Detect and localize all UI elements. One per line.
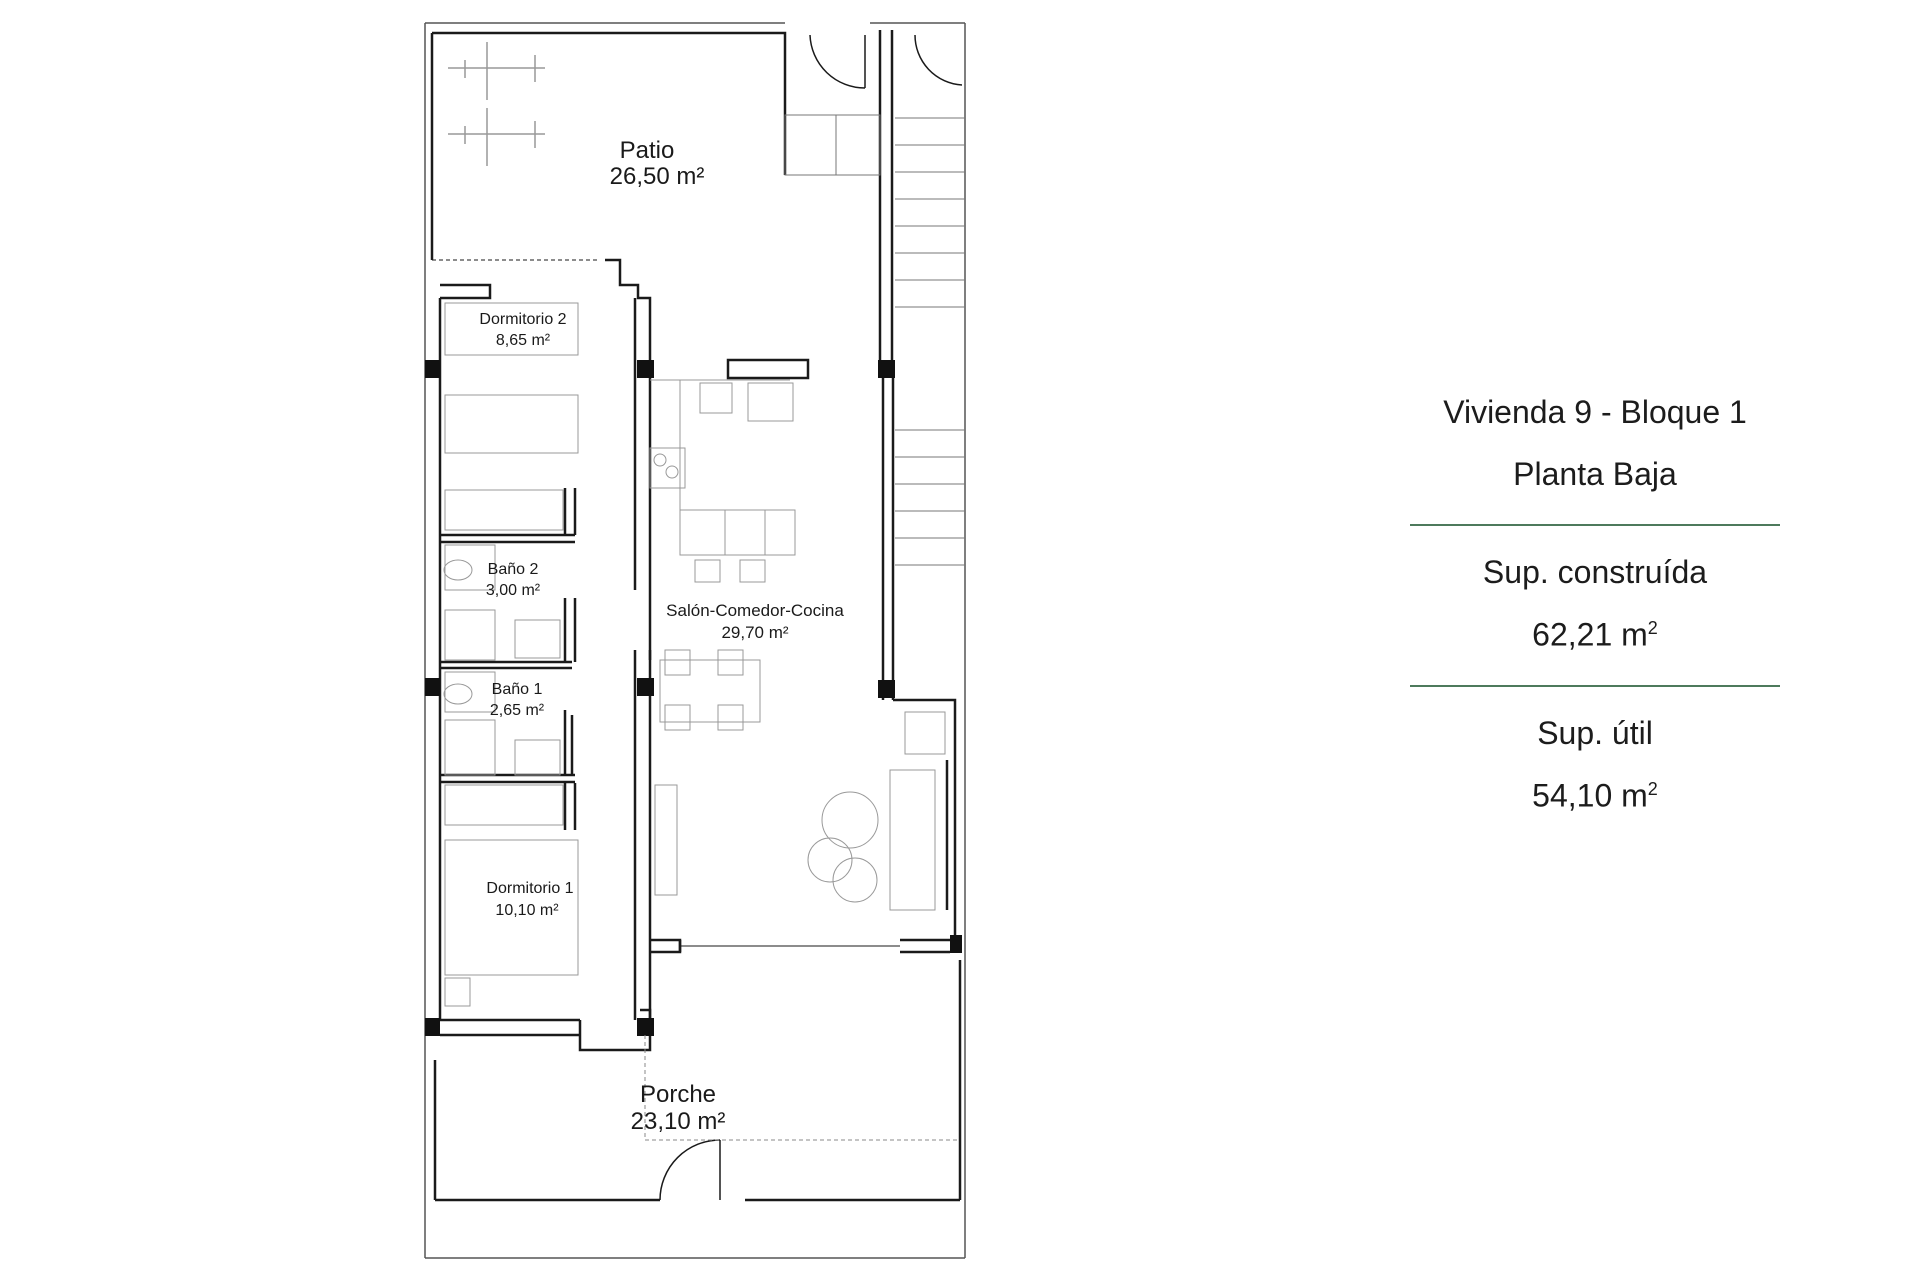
interior-walls [435,260,960,1200]
room-name-dormitorio-2: Dormitorio 2 [479,311,567,328]
porche-door-arc [660,1140,720,1200]
room-name-porche: Porche [639,1081,717,1108]
room-area-porche: 23,10 m² [630,1108,726,1135]
useful-area-label: Sup. útil [1537,714,1653,751]
bicycle-icon [448,42,545,166]
built-area-label: Sup. construída [1482,554,1708,590]
useful-area-number: 54,10 m [1532,777,1648,814]
structural-columns [425,360,962,1036]
room-area-patio: 26,50 m² [609,163,705,190]
room-name-bano-2: Baño 2 [487,561,539,578]
room-area-bano-1: 2,65 m² [489,702,545,719]
patio-door-arc [810,35,865,88]
room-name-dormitorio-1: Dormitorio 1 [486,880,574,897]
room-name-patio: Patio [619,137,675,164]
floor-subtitle: Planta Baja [1513,456,1677,492]
room-name-bano-1: Baño 1 [491,681,543,698]
room-area-salon: 29,70 m² [721,623,789,642]
useful-area-exponent: 2 [1647,778,1658,799]
built-area-exponent: 2 [1647,618,1658,638]
room-name-salon: Salón-Comedor-Cocina [666,601,844,620]
unit-title: Vivienda 9 - Bloque 1 [1443,394,1747,430]
room-labels [479,137,844,1135]
room-area-dormitorio-2: 8,65 m² [495,332,551,349]
room-area-bano-2: 3,00 m² [485,582,541,599]
kitchen-furniture [650,360,945,910]
room-separators [440,488,575,830]
bedroom-furniture [444,303,578,1006]
divider-1 [1410,524,1780,526]
divider-2 [1410,685,1780,687]
useful-area-value [1410,769,1780,816]
room-area-dormitorio-1: 10,10 m² [495,902,559,919]
built-area-value [1410,608,1780,655]
stairs [785,115,965,565]
info-panel [1410,392,1780,815]
built-area-number: 62,21 m [1532,616,1648,653]
